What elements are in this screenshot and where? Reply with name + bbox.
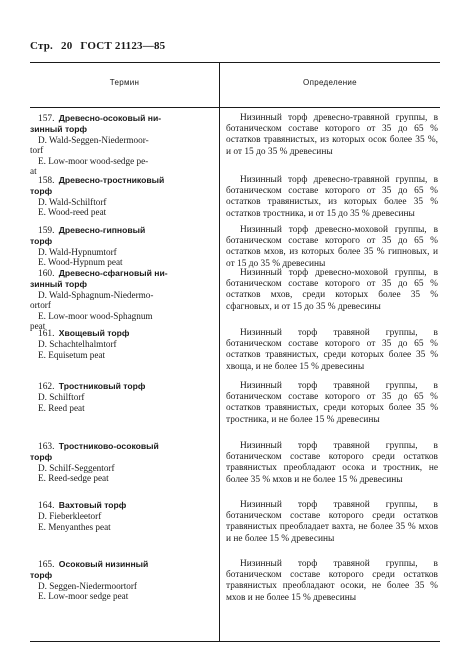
column-divider [219, 63, 220, 641]
term-number: 163. [38, 442, 55, 452]
term-de: D. Fieberkleetorf [38, 511, 102, 522]
term-de: torf [30, 145, 44, 156]
definition-cell: Низинный торф древесно-травяной группы, в ботаническом составе которого от 35 до 65 % остатков травянистых, из которых осок более 35 %, и от 15 до 35 % древесины [226, 113, 438, 157]
term-ru: торф [30, 236, 53, 247]
definition-cell: Низинный торф травяной группы, в ботаническом составе которого среди остатков травянистых преобладают осоки, не более 35 % мхов и не более 15 % древесины [226, 559, 438, 603]
definition-cell: Низинный торф травяной группы, в ботаническом составе которого от 35 до 65 % остатков травянистых, среди которых более 35 % хвоща, и не более 15 % древесины [226, 328, 438, 372]
term-number: 162. [38, 382, 55, 392]
definition-cell: Низинный торф травяной группы, в ботаническом составе которого среди остатков травянистых преобладает вахта, не более 35 % мхов и не более 15 % древесины [226, 500, 438, 544]
term-en: E. Low-moor wood-sedge pe- [38, 155, 149, 166]
definition-cell: Низинный торф древесно-моховой группы, в ботаническом составе которого от 35 до 65 % остатков мхов, из которых более 35 % гипновых, и от 15 до 35 % древесины [226, 225, 438, 269]
term-de: D. Schilftorf [38, 392, 85, 403]
term-ru-line: Тростниковый торф [58, 381, 146, 391]
term-en: E. Reed peat [38, 402, 85, 413]
term-ru [30, 268, 215, 279]
page-label: Стр. [30, 40, 54, 52]
term-en: E. Wood-Hypnum peat [38, 257, 123, 268]
term-cell [30, 113, 215, 176]
column-header-term: Термин [109, 78, 140, 87]
term-number: 164. [38, 501, 55, 511]
term-ru [30, 381, 215, 392]
term-de: D. Wald-Seggen-Niedermoor- [38, 134, 149, 145]
term-de: D. Wald-Schilftorf [38, 196, 107, 207]
term-de: D. Wald-Sphagnum-Niedermo- [38, 289, 154, 300]
term-de: D. Schachtelhalmtorf [38, 339, 117, 350]
term-en: E. Low-moor sedge peat [38, 591, 129, 602]
definition-cell: Низинный торф древесно-травяной группы, в ботаническом составе которого от 35 до 65 % остатков травянистых, из которых более 35 % остатков тростника, и от 15 до 35 % древесины [226, 175, 438, 219]
definition-cell: Низинный торф травяной группы, в ботаническом составе которого среди остатков травянистых преобладают осока и тростник, не более 35 % мхов и не более 15 % древесины [226, 441, 438, 485]
term-cell [30, 175, 215, 218]
term-number: 161. [38, 329, 55, 339]
term-number: 160. [38, 269, 55, 279]
term-number: 159. [38, 226, 55, 236]
term-ru [30, 559, 215, 570]
term-cell [30, 225, 215, 268]
term-en: E. Menyanthes peat [38, 521, 111, 532]
term-ru-line: Древесно-сфагновый ни- [58, 268, 168, 278]
term-ru [30, 175, 215, 186]
term-ru-line: Вахтовый торф [58, 500, 127, 510]
term-cell [30, 328, 215, 360]
term-ru-line: Древесно-тростниковый [58, 175, 165, 185]
term-number: 157. [38, 114, 55, 124]
term-ru: зинный торф [30, 124, 88, 135]
table-header [30, 63, 440, 108]
term-en: E. Wood-reed peat [38, 207, 107, 218]
term-ru: торф [30, 452, 53, 463]
term-en: E. Equisetum peat [38, 349, 106, 360]
term-ru-line: Древесно-гипновый [58, 225, 146, 235]
term-ru: торф [30, 186, 53, 197]
term-cell [30, 559, 215, 602]
page-number: 20 [61, 40, 73, 52]
term-ru [30, 441, 215, 452]
term-de: D. Wald-Hypnumtorf [38, 246, 117, 257]
term-ru-line: Древесно-осоковый ни- [58, 113, 162, 123]
term-cell [30, 381, 215, 413]
term-ru [30, 500, 215, 511]
page-header [30, 40, 173, 52]
term-en: E. Reed-sedge peat [38, 473, 109, 484]
term-de: ortorf [30, 300, 51, 311]
term-ru-line: Осоковый низинный [58, 559, 149, 569]
term-ru [30, 113, 215, 124]
terms-table [30, 62, 440, 642]
standard-number: ГОСТ 21123—85 [80, 40, 166, 52]
term-number: 165. [38, 560, 55, 570]
term-number: 158. [38, 176, 55, 186]
term-ru: зинный торф [30, 279, 88, 290]
term-en: E. Low-moor wood-Sphagnum [38, 310, 153, 321]
term-ru [30, 328, 215, 339]
term-de: D. Seggen-Niedermoortorf [38, 580, 137, 591]
term-cell [30, 500, 215, 532]
definition-cell: Низинный торф травяной группы, в ботаническом составе которого от 35 до 65 % остатков травянистых, среди которых более 35 % тростника, и не более 15 % древесины [226, 381, 438, 425]
term-en: at [30, 166, 37, 177]
term-de: D. Schilf-Seggentorf [38, 462, 115, 473]
term-cell [30, 441, 215, 484]
term-ru: торф [30, 570, 53, 581]
column-header-definition: Определение [303, 78, 357, 87]
term-ru-line: Хвощевый торф [58, 328, 130, 338]
term-cell [30, 268, 215, 331]
term-ru [30, 225, 215, 236]
term-en: peat [30, 321, 46, 332]
term-ru-line: Тростниково-осоковый [58, 441, 159, 451]
definition-cell: Низинный торф древесно-моховой группы, в ботаническом составе которого от 35 до 65 % остатков мхов, среди которых более 35 % сфагновых, и от 15 до 35 % древесины [226, 268, 438, 312]
